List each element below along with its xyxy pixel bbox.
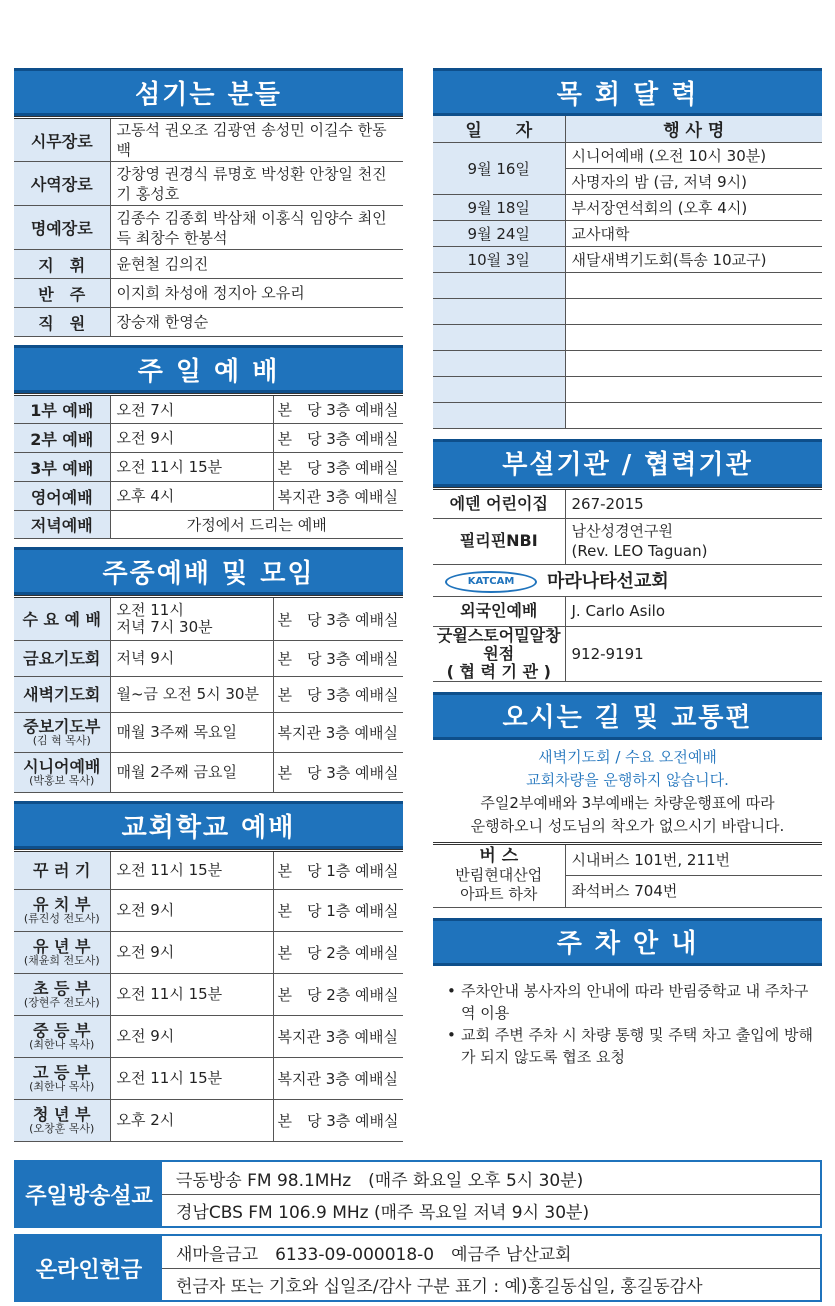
- calendar-row: [433, 194, 822, 220]
- sunday-service-row: [14, 395, 403, 424]
- weekday-service-table: [14, 595, 403, 793]
- group-name-cell: [14, 1100, 110, 1142]
- service-name: 1부 예배: [14, 395, 110, 424]
- service-time: 오전 11시 15분: [110, 453, 273, 482]
- calendar-empty-row: [433, 324, 822, 350]
- school-service-row: [14, 851, 403, 890]
- mission-name: 마라나타선교회: [547, 571, 669, 592]
- school-service-row: [14, 1016, 403, 1058]
- offering-row: 헌금자 또는 기호와 십일조/감사 구분 표기 : 예)홍길동십일, 홍길동감사: [162, 1268, 820, 1300]
- weekday-service-heading: 주중예배 및 모임: [14, 547, 403, 595]
- right-column: [433, 68, 822, 1068]
- group-time: 매월 2주째 금요일: [110, 753, 273, 793]
- group-name-cell: [14, 851, 110, 890]
- calendar-empty-event: [565, 376, 822, 402]
- group-name: 유 치 부: [32, 895, 91, 914]
- group-time: 오전 11시 15분: [110, 851, 273, 890]
- elder-names: 강창영 권경식 류명호 박성환 안창일 천진기 홍성호: [110, 162, 403, 206]
- parking-list: [433, 966, 822, 1068]
- service-name: 영어예배: [14, 482, 110, 511]
- group-time: 저녁 9시: [110, 641, 273, 677]
- offering-row: 새마을금고 6133-09-000018-0 예금주 남산교회: [176, 1244, 572, 1265]
- group-time: 오전 11시 15분: [110, 1058, 273, 1100]
- group-place: 본 당 3층 예배실: [273, 1100, 403, 1142]
- no-vehicle-notice: 새벽기도회 / 수요 오전예배 교회차량을 운행하지 않습니다.: [526, 747, 729, 789]
- group-leader: (오창훈 목사): [29, 1122, 95, 1135]
- affiliate-name: 필리핀NBI: [433, 518, 565, 564]
- broadcast-row: 경남CBS FM 106.9 MHz (매주 목요일 저녁 9시 30분): [162, 1194, 820, 1226]
- affiliate-row: [433, 518, 822, 564]
- bus-route-1: 시내버스 101번, 211번: [565, 843, 822, 875]
- service-place: 본 당 3층 예배실: [273, 424, 403, 453]
- group-name-cell: [14, 932, 110, 974]
- mission-cell: [433, 564, 822, 596]
- group-place: 복지관 3층 예배실: [273, 713, 403, 753]
- school-service-row: [14, 1058, 403, 1100]
- group-place: 복지관 3층 예배실: [273, 1016, 403, 1058]
- affiliate-value: J. Carlo Asilo: [565, 596, 822, 626]
- group-name-cell: [14, 890, 110, 932]
- offering-box: [14, 1234, 822, 1302]
- bus-stop: 반림현대산업 아파트 하차: [455, 866, 543, 903]
- calendar-empty-event: [565, 350, 822, 376]
- calendar-event: 부서장연석회의 (오후 4시): [565, 194, 822, 220]
- calendar-event: 시니어예배 (오전 10시 30분): [565, 142, 822, 168]
- group-place: 본 당 1층 예배실: [273, 851, 403, 890]
- group-time: 매월 3주째 목요일: [110, 713, 273, 753]
- group-place: 복지관 3층 예배실: [273, 1058, 403, 1100]
- church-school-heading: 교회학교 예배: [14, 801, 403, 849]
- service-place: 본 당 3층 예배실: [273, 453, 403, 482]
- group-time: 오전 9시: [110, 890, 273, 932]
- elder-names: 김종수 김종회 박삼채 이홍식 임양수 최인득 최창수 한봉석: [110, 206, 403, 250]
- elder-role: 직 원: [14, 308, 110, 337]
- calendar-empty-row: [433, 272, 822, 298]
- group-name: 청 년 부: [32, 1105, 91, 1124]
- sunday-service-row: [14, 482, 403, 511]
- affiliate-row: [433, 596, 822, 626]
- bus-route-2: 좌석버스 704번: [565, 875, 822, 907]
- affiliates-table: [433, 487, 822, 682]
- group-name: 초 등 부: [32, 979, 91, 998]
- service-name: 3부 예배: [14, 453, 110, 482]
- elder-names: 장숭재 한영순: [110, 308, 403, 337]
- calendar-col-event: 행 사 명: [565, 116, 822, 142]
- school-service-row: [14, 1100, 403, 1142]
- calendar-event: 교사대학: [565, 220, 822, 246]
- elder-role: 사역장로: [14, 162, 110, 206]
- elder-role: 시무장로: [14, 118, 110, 162]
- calendar-empty-date: [433, 324, 565, 350]
- calendar-row: [433, 142, 822, 168]
- group-name-cell: [14, 974, 110, 1016]
- service-time: 오전 9시: [110, 424, 273, 453]
- weekday-service-row: [14, 641, 403, 677]
- group-name: 시니어예배: [23, 757, 101, 776]
- group-name-cell: [14, 713, 110, 753]
- calendar-empty-date: [433, 350, 565, 376]
- group-leader: (박홍보 목사): [29, 774, 95, 787]
- elder-names: 이지희 차성애 정지아 오유리: [110, 279, 403, 308]
- school-service-row: [14, 974, 403, 1016]
- katcam-logo-icon: KATCAM: [445, 571, 537, 593]
- parking-item: • 교회 주변 주차 시 차량 통행 및 주택 차고 출입에 방해가 되지 않도록 협조 요청: [447, 1024, 814, 1068]
- affiliate-value: 912-9191: [565, 626, 822, 681]
- elder-names: 고동석 권오조 김광연 송성민 이길수 한동백: [110, 118, 403, 162]
- broadcast-label: 주일방송설교: [16, 1162, 162, 1226]
- elder-role: 지 휘: [14, 250, 110, 279]
- group-place: 본 당 3층 예배실: [273, 641, 403, 677]
- bus-table: [433, 842, 822, 908]
- parking-heading: 주 차 안 내: [433, 918, 822, 966]
- left-column: [14, 68, 403, 1142]
- group-place: 본 당 2층 예배실: [273, 974, 403, 1016]
- elder-row: [14, 308, 403, 337]
- calendar-empty-event: [565, 402, 822, 428]
- calendar-heading: 목 회 달 력: [433, 68, 822, 116]
- group-leader: (류진성 전도사): [23, 912, 100, 925]
- service-time: 오전 7시: [110, 395, 273, 424]
- calendar-row: [433, 246, 822, 272]
- group-name-cell: [14, 641, 110, 677]
- calendar-date: 10월 3일: [433, 246, 565, 272]
- group-place: 본 당 3층 예배실: [273, 597, 403, 641]
- bus-label: 버 스: [479, 846, 519, 866]
- calendar-empty-date: [433, 376, 565, 402]
- group-leader: (최한나 목사): [29, 1038, 95, 1051]
- elder-row: [14, 250, 403, 279]
- group-name: 고 등 부: [32, 1063, 91, 1082]
- group-name-cell: [14, 677, 110, 713]
- broadcast-box: [14, 1160, 822, 1228]
- offering-label: 온라인헌금: [16, 1236, 162, 1300]
- affiliate-name: 에덴 어린이집: [433, 488, 565, 518]
- group-name-cell: [14, 753, 110, 793]
- calendar-empty-date: [433, 272, 565, 298]
- group-place: 본 당 2층 예배실: [273, 932, 403, 974]
- evening-service-label: 저녁예배: [14, 511, 110, 539]
- weekday-service-row: [14, 713, 403, 753]
- elders-heading: 섬기는 분들: [14, 68, 403, 116]
- affiliate-name: 외국인예배: [433, 596, 565, 626]
- calendar-event: 새달새벽기도회(특송 10교구): [565, 246, 822, 272]
- group-place: 본 당 1층 예배실: [273, 890, 403, 932]
- directions-heading: 오시는 길 및 교통편: [433, 692, 822, 740]
- calendar-empty-event: [565, 272, 822, 298]
- calendar-empty-event: [565, 324, 822, 350]
- church-school-table: [14, 849, 403, 1142]
- group-name: 중보기도부: [23, 717, 101, 736]
- calendar-empty-row: [433, 298, 822, 324]
- calendar-event: 사명자의 밤 (금, 저녁 9시): [565, 168, 822, 194]
- group-time: 월~금 오전 5시 30분: [110, 677, 273, 713]
- elder-names: 윤현철 김의진: [110, 250, 403, 279]
- group-time: 오전 11시 저녁 7시 30분: [110, 597, 273, 641]
- calendar-empty-event: [565, 298, 822, 324]
- elder-row: [14, 206, 403, 250]
- elder-row: [14, 279, 403, 308]
- calendar-empty-date: [433, 402, 565, 428]
- mission-row: [433, 564, 822, 596]
- calendar-empty-row: [433, 350, 822, 376]
- sunday-service-row: [14, 453, 403, 482]
- group-name-cell: [14, 597, 110, 641]
- group-name: 중 등 부: [32, 1021, 91, 1040]
- calendar-date: 9월 18일: [433, 194, 565, 220]
- group-name: 새벽기도회: [23, 685, 101, 704]
- broadcast-row: 극동방송 FM 98.1MHz (매주 화요일 오후 5시 30분): [176, 1170, 584, 1191]
- service-place: 본 당 3층 예배실: [273, 395, 403, 424]
- sunday-service-row: [14, 424, 403, 453]
- calendar-col-date: 일 자: [433, 116, 565, 142]
- service-name: 2부 예배: [14, 424, 110, 453]
- elder-row: [14, 118, 403, 162]
- weekday-service-row: [14, 677, 403, 713]
- group-leader: (장현주 전도사): [23, 996, 100, 1009]
- weekday-service-row: [14, 597, 403, 641]
- calendar-empty-row: [433, 376, 822, 402]
- directions-notice: [433, 740, 822, 842]
- calendar-empty-date: [433, 298, 565, 324]
- calendar-date: 9월 24일: [433, 220, 565, 246]
- calendar-table: [433, 116, 822, 429]
- affiliate-value: 267-2015: [565, 488, 822, 518]
- elder-row: [14, 162, 403, 206]
- affiliate-name: 굿윌스토어밀알창원점 ( 협 력 기 관 ): [433, 626, 565, 681]
- elder-role: 반 주: [14, 279, 110, 308]
- affiliate-value: 남산성경연구원 (Rev. LEO Taguan): [565, 518, 822, 564]
- group-time: 오전 9시: [110, 1016, 273, 1058]
- elder-role: 명예장로: [14, 206, 110, 250]
- affiliates-heading: 부설기관 / 협력기관: [433, 439, 822, 487]
- group-leader: (최한나 목사): [29, 1080, 95, 1093]
- sunday-service-heading: 주 일 예 배: [14, 345, 403, 393]
- bus-label-cell: [433, 843, 565, 907]
- group-name-cell: [14, 1016, 110, 1058]
- group-leader: (채윤희 전도사): [23, 954, 100, 967]
- school-service-row: [14, 932, 403, 974]
- group-time: 오후 2시: [110, 1100, 273, 1142]
- group-name: 꾸 러 기: [32, 861, 91, 880]
- calendar-empty-row: [433, 402, 822, 428]
- elders-table: [14, 116, 403, 337]
- group-place: 본 당 3층 예배실: [273, 677, 403, 713]
- service-place: 복지관 3층 예배실: [273, 482, 403, 511]
- group-name-cell: [14, 1058, 110, 1100]
- vehicle-schedule-notice: 주일2부예배와 3부예배는 차량운행표에 따라 운행하오니 성도님의 착오가 없으시기 바랍니다.: [470, 793, 785, 835]
- group-time: 오전 11시 15분: [110, 974, 273, 1016]
- group-name: 유 년 부: [32, 937, 91, 956]
- calendar-row: [433, 220, 822, 246]
- weekday-service-row: [14, 753, 403, 793]
- affiliate-row: [433, 488, 822, 518]
- service-time: 오후 4시: [110, 482, 273, 511]
- calendar-date: 9월 16일: [433, 142, 565, 194]
- school-service-row: [14, 890, 403, 932]
- group-place: 본 당 3층 예배실: [273, 753, 403, 793]
- sunday-service-table: [14, 393, 403, 539]
- group-name: 금요기도회: [23, 649, 101, 668]
- parking-item: • 주차안내 봉사자의 안내에 따라 반림중학교 내 주차구역 이용: [447, 980, 814, 1024]
- group-time: 오전 9시: [110, 932, 273, 974]
- group-name: 수 요 예 배: [22, 609, 102, 629]
- affiliate-row: [433, 626, 822, 681]
- evening-service-text: 가정에서 드리는 예배: [110, 511, 403, 539]
- group-leader: (김 혁 목사): [32, 734, 91, 747]
